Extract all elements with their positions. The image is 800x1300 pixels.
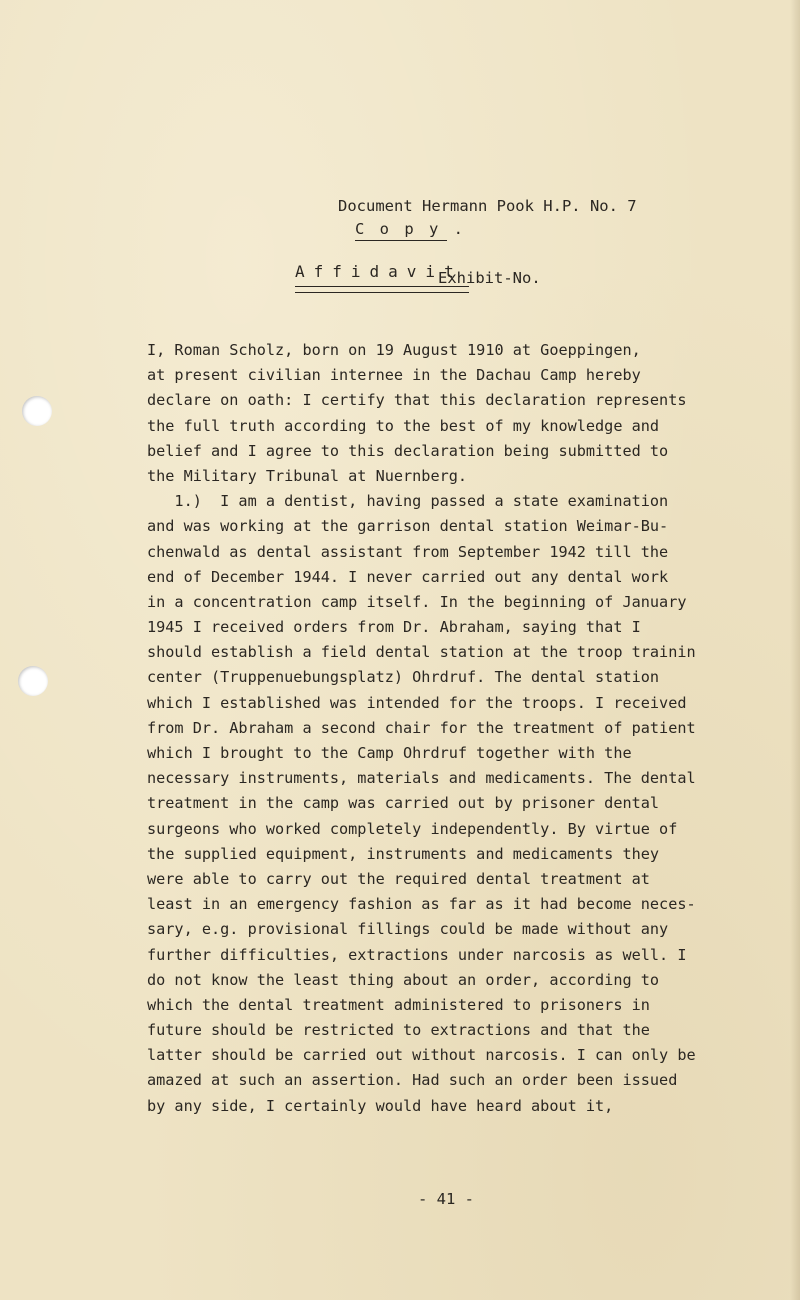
document-reference: Document Hermann Pook H.P. No. 7 xyxy=(338,197,637,215)
title-double-underline xyxy=(295,286,469,293)
body-line: should establish a field dental station at the troop trainin xyxy=(147,643,696,662)
affidavit-title: Affidavit xyxy=(295,262,463,281)
body-line: by any side, I certainly would have heard about it, xyxy=(147,1096,614,1115)
affidavit-body xyxy=(147,338,787,1119)
body-line: center (Truppenuebungsplatz) Ohrdruf. The dental station xyxy=(147,668,660,687)
body-line: sary, e.g. provisional fillings could be made without any xyxy=(147,920,669,939)
copy-label: C o p y . xyxy=(355,220,466,238)
body-line: the Military Tribunal at Nuernberg. xyxy=(147,466,468,485)
body-line: from Dr. Abraham a second chair for the treatment of patient xyxy=(147,718,696,737)
body-line: belief and I agree to this declaration being submitted to xyxy=(147,441,669,460)
page-number: - 41 - xyxy=(418,1190,474,1208)
punch-hole-top xyxy=(22,396,52,426)
body-line: which I brought to the Camp Ohrdruf together with the xyxy=(147,744,632,762)
page-edge-shadow xyxy=(790,0,800,1300)
copy-underline xyxy=(355,240,447,241)
body-line: latter should be carried out without narcosis. I can only be xyxy=(147,1046,696,1065)
body-line: treatment in the camp was carried out by prisoner dental xyxy=(147,794,660,813)
body-line: do not know the least thing about an order, according to xyxy=(147,970,660,989)
body-line: declare on oath: I certify that this declaration represents xyxy=(147,391,687,410)
body-line: chenwald as dental assistant from September 1942 till the xyxy=(147,542,669,561)
body-line: and was working at the garrison dental station Weimar-Bu- xyxy=(147,517,669,536)
body-line: least in an emergency fashion as far as it had become neces- xyxy=(147,895,696,914)
body-line: end of December 1944. I never carried out any dental work xyxy=(147,567,669,586)
body-line: at present civilian internee in the Dachau Camp hereby xyxy=(147,366,641,385)
body-line: future should be restricted to extractions and that the xyxy=(147,1021,650,1040)
body-line: were able to carry out the required dental treatment at xyxy=(147,869,650,888)
punch-hole-bottom xyxy=(18,666,48,696)
body-line: the full truth according to the best of my knowledge and xyxy=(147,416,660,435)
body-line: the supplied equipment, instruments and medicaments they xyxy=(147,844,660,863)
body-line: 1945 I received orders from Dr. Abraham, saying that I xyxy=(147,618,641,637)
body-line: surgeons who worked completely independently. By virtue of xyxy=(147,819,678,838)
body-line: further difficulties, extractions under narcosis as well. I xyxy=(147,945,687,964)
body-line: amazed at such an assertion. Had such an order been issued xyxy=(147,1071,678,1090)
body-line: I, Roman Scholz, born on 19 August 1910 at Goeppingen, xyxy=(147,341,641,359)
body-line: necessary instruments, materials and medicaments. The dental xyxy=(147,769,696,788)
exhibit-number: Exhibit-No. xyxy=(438,269,541,287)
body-line: in a concentration camp itself. In the beginning of January xyxy=(147,592,687,611)
body-line: which the dental treatment administered to prisoners in xyxy=(147,995,650,1014)
document-header xyxy=(338,146,637,338)
body-line: which I established was intended for the troops. I received xyxy=(147,693,687,712)
body-line: 1.) I am a dentist, having passed a state examination xyxy=(147,492,669,511)
